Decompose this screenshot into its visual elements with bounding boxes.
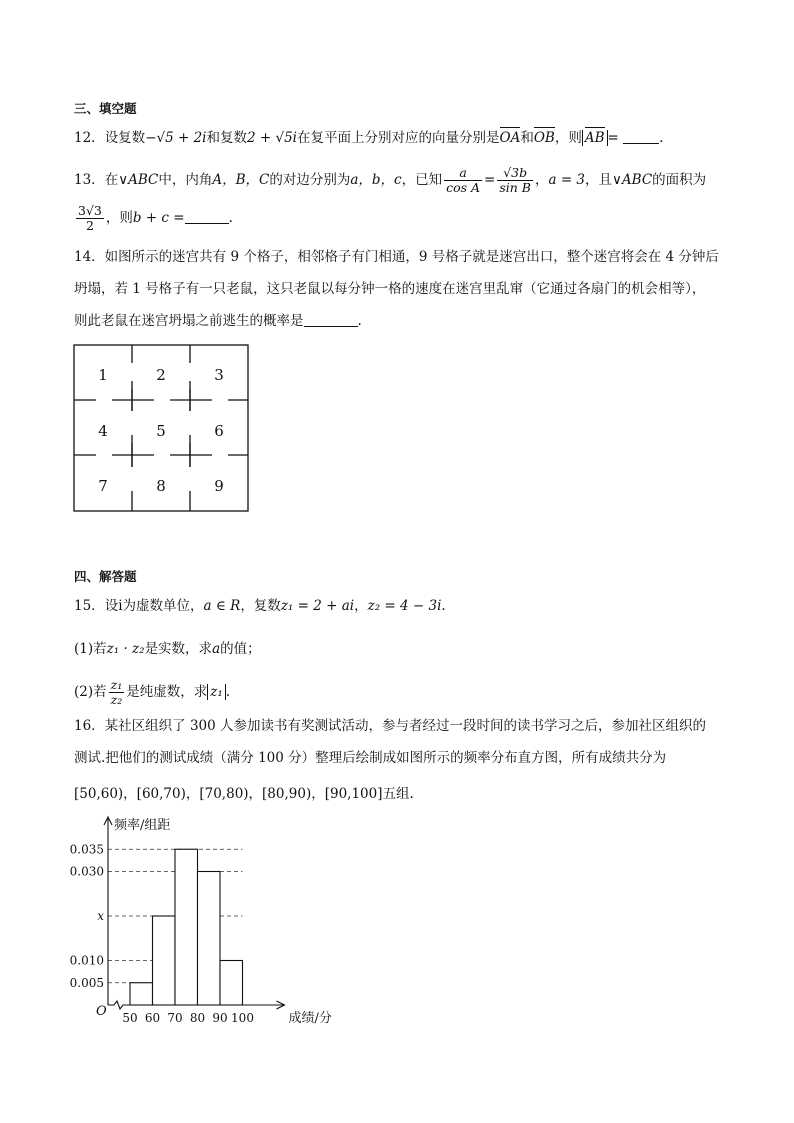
question-15-part-2 — [74, 678, 230, 707]
q13-area-fraction: $\frac{3√3}{2}$ — [78, 203, 102, 233]
q12-answer-blank[interactable] — [623, 129, 659, 144]
question-16-line-2: 测试.把他们的测试成绩（满分 100 分）整理后绘制成如图所示的频率分布直方图，所有成绩共分为 — [74, 750, 667, 766]
q13-text-4: ，已知 — [401, 172, 443, 188]
q13-text-2: 中，内角 — [158, 172, 213, 188]
q12-text-3: 在复平面上分别对应的向量分别是 — [297, 130, 500, 146]
question-14-line-3 — [74, 311, 362, 331]
q15-z2: z₂ = 4 − 3i — [367, 598, 442, 614]
q16-intervals: [50,60)，[60,70)，[70,80)，[80,90)，[90,100] — [74, 786, 383, 802]
q12-number: 12． — [74, 130, 105, 146]
q13-text-7: 的面积为 — [652, 172, 707, 188]
q15-text-3: ，复数 — [240, 598, 281, 614]
x-tick-label-60: 60 — [144, 1011, 161, 1025]
q12-text-1: 设复数 — [104, 130, 146, 146]
q12-vector-oa: OA — [499, 130, 521, 146]
x-tick-label-50: 50 — [122, 1011, 138, 1025]
maze-cell-5: 5 — [156, 422, 166, 440]
q12-text-4: 和 — [520, 130, 534, 146]
y-tick-label-2: x — [97, 909, 104, 923]
y-tick-label-4: 0.035 — [69, 842, 104, 857]
maze-cell-3: 3 — [214, 366, 224, 384]
question-13 — [74, 166, 706, 195]
maze-cell-4: 4 — [98, 422, 108, 440]
maze-cell-8: 8 — [156, 477, 166, 495]
y-axis-label: 频率/组距 — [114, 818, 171, 833]
maze-cell-1: 1 — [98, 366, 108, 384]
question-12 — [74, 128, 663, 148]
maze-cell-6: 6 — [214, 422, 224, 440]
y-tick-label-3: 0.030 — [69, 864, 104, 879]
x-tick-label-70: 70 — [167, 1011, 183, 1025]
q12-complex-2: 2 + √5i — [247, 130, 297, 146]
q12-end: . — [659, 130, 664, 146]
q15-p1-text-c: 的值； — [220, 641, 261, 657]
section-3-title: 三、填空题 — [74, 101, 137, 116]
question-15-part-1 — [74, 639, 261, 659]
q12-text-6: = — [607, 130, 624, 146]
q15-imag-unit: i — [118, 598, 123, 614]
q15-end: . — [441, 598, 446, 614]
q15-p2-text-b: 是纯虚数，求 — [126, 684, 208, 700]
q13-end: . — [228, 210, 233, 226]
question-16-line-1: 16．某社区组织了 300 人参加读书有奖测试活动，参与者经过一段时间的读书学习之后，参加社区组织的 — [74, 718, 707, 734]
q13-expression: b + c = — [132, 210, 185, 226]
q13-triangle-2: ∨ABC — [612, 172, 653, 188]
maze-cell-2: 2 — [156, 366, 166, 384]
q14-end: . — [357, 313, 362, 329]
bar-70-80 — [175, 849, 198, 1005]
q13-text-3: 的对边分别为 — [269, 172, 351, 188]
bar-80-90 — [198, 872, 221, 1006]
q13-text-8: ，则 — [105, 210, 133, 226]
q15-text-2: 为虚数单位， — [122, 598, 204, 614]
q13-answer-blank[interactable] — [185, 209, 229, 224]
q15-p2-abs: z₁ — [207, 684, 226, 700]
q15-p2-end: . — [225, 684, 231, 700]
q13-number: 13． — [74, 172, 105, 188]
x-tick-label-100: 100 — [231, 1011, 254, 1025]
q15-p2-text-a: (2)若 — [74, 684, 107, 700]
q15-number: 15． — [74, 598, 105, 614]
frequency-histogram — [64, 815, 332, 1026]
bar-50-60 — [130, 983, 153, 1005]
q15-p1-text-b: 是实数，求 — [144, 641, 213, 657]
q15-p2-fraction: $\frac{\text{z₁}}{\text{z₂}}$ — [110, 677, 123, 707]
maze-cell-7: 7 — [98, 477, 108, 495]
q15-text-1: 设 — [104, 598, 119, 614]
q12-text-5: ，则 — [554, 130, 582, 146]
q13-text-6: ，且 — [585, 172, 613, 188]
x-axis-label: 成绩/分 — [288, 1011, 332, 1026]
origin-label: O — [96, 1004, 107, 1019]
q13-equals: = — [484, 172, 496, 188]
q16-text-end: 五组. — [382, 786, 414, 802]
q12-text-2: 和复数 — [206, 130, 247, 146]
q13-text-5: ， — [534, 172, 549, 188]
q13-triangle: ∨ABC — [118, 172, 159, 188]
bar-90-100 — [220, 961, 243, 1006]
q12-vector-ob: OB — [533, 130, 555, 146]
q14-text-3: 则此老鼠在迷宫坍塌之前逃生的概率是 — [74, 313, 304, 329]
q15-a-in-R: a ∈ R — [203, 598, 241, 614]
question-15 — [74, 596, 446, 616]
q13-text-1: 在 — [104, 172, 119, 188]
q13-fraction-sqrt3b-sinB: $\frac{√3b}{\text{sin B}}$ — [499, 165, 531, 195]
y-tick-label-1: 0.010 — [69, 953, 104, 968]
q13-angles: A，B，C — [212, 172, 270, 188]
q14-answer-blank[interactable] — [304, 312, 358, 327]
maze-cell-9: 9 — [214, 477, 224, 495]
question-14-line-2: 坍塌，若 1 号格子有一只老鼠，这只老鼠以每分钟一格的速度在迷宫里乱窜（它通过各扇门的机会相等）， — [74, 281, 706, 297]
question-16-line-3 — [74, 784, 414, 804]
x-tick-label-80: 80 — [189, 1011, 206, 1025]
q15-p1-expr: z₁ · z₂ — [106, 641, 145, 657]
q12-complex-1: −√5 + 2i — [145, 130, 207, 146]
q13-condition: a = 3 — [548, 172, 586, 188]
question-14-line-1: 14．如图所示的迷宫共有 9 个格子，相邻格子有门相通，9 号格子就是迷宫出口，整个迷宫将会在 4 分钟后 — [74, 249, 719, 265]
y-tick-label-0: 0.005 — [69, 975, 104, 990]
q15-p1-text-a: (1)若 — [74, 641, 107, 657]
q12-vector-ab: AB — [584, 130, 605, 146]
question-13-line-2 — [74, 204, 233, 233]
q15-p1-var: a — [212, 641, 221, 657]
section-4-title: 四、解答题 — [74, 569, 137, 584]
x-tick-label-90: 90 — [212, 1011, 228, 1025]
q15-text-4: ， — [354, 598, 368, 614]
q13-sides: a，b，c — [350, 172, 402, 188]
q15-z1: z₁ = 2 + ai — [280, 598, 355, 614]
bar-60-70 — [153, 916, 176, 1005]
q13-fraction-a-cosA: $\frac{a}{\text{cos A}}$ — [446, 165, 481, 195]
maze-figure — [72, 343, 252, 515]
